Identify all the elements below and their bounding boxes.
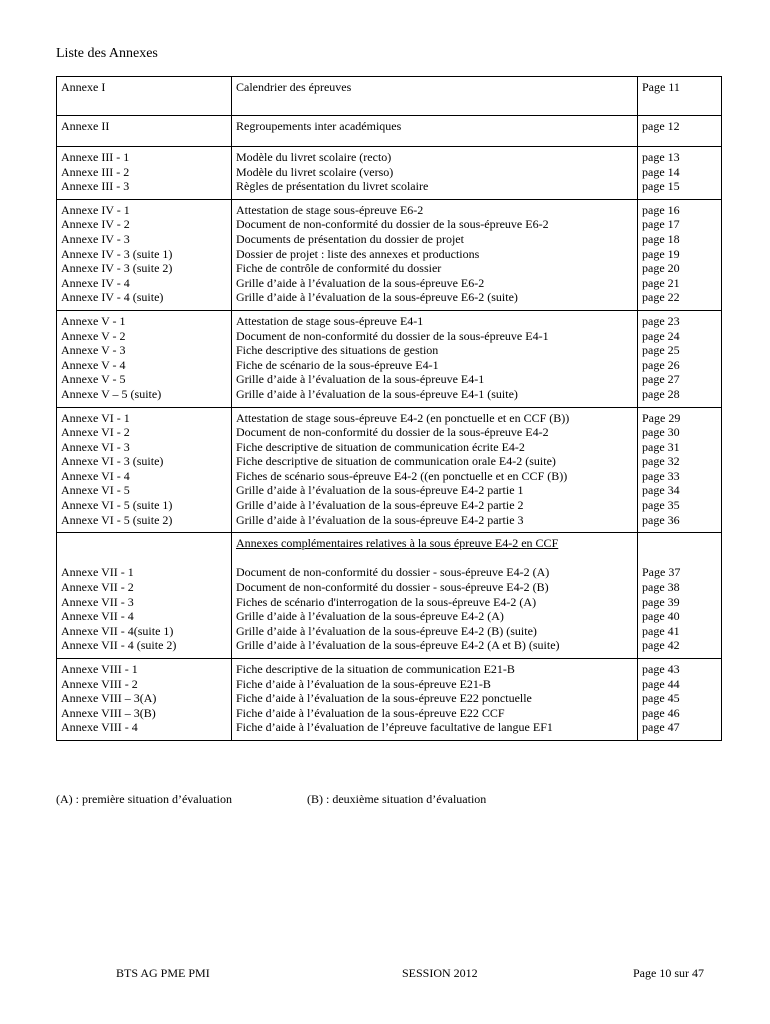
annex-id: Annexe VI - 5 (suite 1) [61,498,173,513]
annex-description: Fiche descriptive des situations de gestion [236,343,439,358]
annex-id: Annexe VI - 5 [61,483,130,498]
annex-description-cell [232,199,638,310]
annex-description: Grille d’aide à l’évaluation de la sous-épreuve E6-2 [236,275,485,290]
annex-page: page 16 [642,202,680,217]
annex-id: Annexe II [61,119,110,133]
annex-description: Fiche d’aide à l’évaluation de la sous-épreuve E22 ponctuelle [236,691,532,706]
page-title: Liste des Annexes [56,46,158,61]
annex-page: page 28 [642,386,680,401]
annex-table-body [57,77,722,741]
annex-id: Annexe V - 1 [61,313,126,328]
spacer [236,551,633,566]
table-row [57,310,722,407]
annex-description: Dossier de projet : liste des annexes et productions [236,246,480,261]
annex-id: Annexe III - 3 [61,179,130,194]
annex-id-cell [57,659,232,741]
annex-description: Règles de présentation du livret scolaire [236,179,429,194]
table-row [57,147,722,200]
annex-page: page 23 [642,313,680,328]
annex-description: Grille d’aide à l’évaluation de la sous-épreuve E4-2 (A et B) (suite) [236,638,560,653]
annex-page: page 38 [642,580,680,595]
annex-table [56,76,722,741]
annex-id-cell [57,199,232,310]
annex-id: Annexe IV - 3 (suite 1) [61,246,173,261]
annex-page-cell [638,407,722,533]
annex-page: page 40 [642,609,680,624]
annex-page: page 18 [642,231,680,246]
annex-id: Annexe VI - 5 (suite 2) [61,512,173,527]
annex-page: page 44 [642,676,680,691]
annex-page: page 25 [642,343,680,358]
annex-id: Annexe VI - 2 [61,425,130,440]
spacer [642,551,717,566]
annex-page: page 26 [642,357,680,372]
annex-description: Fiche d’aide à l’évaluation de la sous-épreuve E21-B [236,676,491,691]
annex-description: Calendrier des épreuves [236,80,352,94]
annex-id: Annexe VIII - 4 [61,720,138,735]
annex-page: page 43 [642,662,680,676]
annex-id: Annexe VI - 4 [61,468,130,483]
annex-description: Attestation de stage sous-épreuve E4-2 (en ponctuelle et en CCF (B)) [236,410,570,425]
annex-description: Regroupements inter académiques [236,119,402,133]
annex-page: page 20 [642,261,680,276]
annex-description: Fiche descriptive de situation de communication écrite E4-2 [236,439,525,454]
annex-page-cell [638,533,722,659]
annex-page-cell [638,199,722,310]
annex-page: Page 11 [642,80,680,94]
annex-page: Page 29 [642,410,681,425]
annex-id: Annexe VII - 4(suite 1) [61,623,174,638]
annex-page: Page 37 [642,565,681,580]
annex-description: Document de non-conformité du dossier de la sous-épreuve E4-2 [236,425,549,440]
footer-diploma: BTS AG PME PMI [116,966,210,980]
annex-id: Annexe IV - 4 (suite) [61,290,164,305]
annex-id: Annexe VII - 4 [61,609,134,624]
annex-page-cell [638,77,722,116]
annex-page: page 13 [642,150,680,164]
annex-page: page 42 [642,638,680,653]
annex-page: page 12 [642,119,680,133]
annex-page: page 19 [642,246,680,261]
annex-description: Grille d’aide à l’évaluation de la sous-épreuve E4-2 (A) [236,609,504,624]
annex-page: page 24 [642,328,680,343]
annex-id: Annexe VI - 3 (suite) [61,454,164,469]
annex-description: Grille d’aide à l’évaluation de la sous-épreuve E4-2 (B) (suite) [236,623,537,638]
table-row [57,659,722,741]
annex-description: Fiche descriptive de situation de communication orale E4-2 (suite) [236,454,556,469]
annex-id: Annexe IV - 2 [61,217,130,232]
annex-page: page 21 [642,275,680,290]
table-row [57,116,722,147]
annex-id: Annexe IV - 3 (suite 2) [61,261,173,276]
annex-id: Annexe VI - 3 [61,439,130,454]
annex-id: Annexe IV - 4 [61,275,130,290]
annex-page: page 41 [642,623,680,638]
table-row [57,407,722,533]
annex-id-cell [57,310,232,407]
annex-id: Annexe V - 4 [61,357,126,372]
footnote-b: (B) : deuxième situation d’évaluation [307,792,487,806]
annex-page: page 17 [642,217,680,232]
annex-description: Fiche de scénario de la sous-épreuve E4-1 [236,357,439,372]
annex-description: Attestation de stage sous-épreuve E4-1 [236,313,424,328]
annex-id-cell [57,77,232,116]
annex-id: Annexe VI - 1 [61,410,130,425]
annex-page-cell [638,147,722,200]
table-row [57,199,722,310]
annex-page: page 34 [642,483,680,498]
annex-id-cell [57,116,232,147]
annex-description: Grille d’aide à l’évaluation de la sous-épreuve E6-2 (suite) [236,290,518,305]
annex-description: Fiches de scénario d'interrogation de la sous-épreuve E4-2 (A) [236,594,537,609]
annex-page: page 15 [642,179,680,194]
annex-page: page 46 [642,705,680,720]
annex-id: Annexe V - 2 [61,328,126,343]
annex-id-cell [57,147,232,200]
annex-description-cell [232,310,638,407]
footnote-a: (A) : première situation d’évaluation [56,792,232,806]
annex-id-cell [57,533,232,659]
annex-id: Annexe V - 3 [61,343,126,358]
spacer [61,551,227,566]
annex-id: Annexe VIII – 3(B) [61,705,156,720]
annex-description: Documents de présentation du dossier de projet [236,231,464,246]
annex-description: Grille d’aide à l’évaluation de la sous-épreuve E4-2 partie 2 [236,498,524,513]
annex-description: Fiche d’aide à l’évaluation de l’épreuve facultative de langue EF1 [236,720,553,735]
annex-id: Annexe VIII - 2 [61,676,138,691]
annex-id: Annexe VII - 1 [61,565,134,580]
annex-page: page 35 [642,498,680,513]
annex-page: page 45 [642,691,680,706]
annex-description-cell [232,147,638,200]
section-title: Annexes complémentaires relatives à la sous épreuve E4-2 en CCF [236,536,559,551]
annex-page: page 31 [642,439,680,454]
annex-id: Annexe VII - 2 [61,580,134,595]
annex-description: Grille d’aide à l’évaluation de la sous-épreuve E4-1 [236,372,485,387]
annex-description: Document de non-conformité du dossier de la sous-épreuve E6-2 [236,217,549,232]
annex-description: Document de non-conformité du dossier - sous-épreuve E4-2 (B) [236,580,549,595]
spacer [642,536,717,551]
annex-id: Annexe III - 1 [61,150,130,164]
annex-description: Attestation de stage sous-épreuve E6-2 [236,202,424,217]
footer-page-number: Page 10 sur 47 [633,966,704,980]
annex-description-cell [232,533,638,659]
footer-session: SESSION 2012 [402,966,478,980]
annex-page-cell [638,310,722,407]
annex-page: page 22 [642,290,680,305]
annex-page: page 14 [642,164,680,179]
annex-page: page 36 [642,512,680,527]
annex-id: Annexe V - 5 [61,372,126,387]
annex-description-cell [232,407,638,533]
annex-description-cell [232,116,638,147]
table-row [57,533,722,659]
annex-id: Annexe VII - 3 [61,594,134,609]
annex-page: page 32 [642,454,680,469]
annex-description-cell [232,659,638,741]
annex-page: page 39 [642,594,680,609]
annex-description: Grille d’aide à l’évaluation de la sous-épreuve E4-1 (suite) [236,386,518,401]
annex-page: page 30 [642,425,680,440]
annex-id-cell [57,407,232,533]
annex-description: Document de non-conformité du dossier - sous-épreuve E4-2 (A) [236,565,550,580]
annex-page: page 27 [642,372,680,387]
annex-description: Document de non-conformité du dossier de la sous-épreuve E4-1 [236,328,549,343]
annex-description: Modèle du livret scolaire (verso) [236,164,394,179]
annex-id: Annexe I [61,80,106,94]
annex-id: Annexe VIII - 1 [61,662,138,676]
annex-id: Annexe IV - 1 [61,202,130,217]
annex-description: Fiche d’aide à l’évaluation de la sous-épreuve E22 CCF [236,705,505,720]
annex-description: Grille d’aide à l’évaluation de la sous-épreuve E4-2 partie 1 [236,483,524,498]
annex-description-cell [232,77,638,116]
annex-description: Grille d’aide à l’évaluation de la sous-épreuve E4-2 partie 3 [236,512,524,527]
annex-description: Fiches de scénario sous-épreuve E4-2 ((en ponctuelle et en CCF (B)) [236,468,568,483]
annex-description: Fiche descriptive de la situation de communication E21-B [236,662,515,676]
annex-page-cell [638,659,722,741]
spacer [61,536,227,551]
annex-id: Annexe VII - 4 (suite 2) [61,638,177,653]
annex-page: page 47 [642,720,680,735]
annex-id: Annexe III - 2 [61,164,130,179]
annex-id: Annexe IV - 3 [61,231,130,246]
annex-page: page 33 [642,468,680,483]
annex-id: Annexe V – 5 (suite) [61,386,162,401]
table-row [57,77,722,116]
annex-description: Modèle du livret scolaire (recto) [236,150,392,164]
annex-description: Fiche de contrôle de conformité du dossier [236,261,442,276]
annex-id: Annexe VIII – 3(A) [61,691,157,706]
annex-page-cell [638,116,722,147]
